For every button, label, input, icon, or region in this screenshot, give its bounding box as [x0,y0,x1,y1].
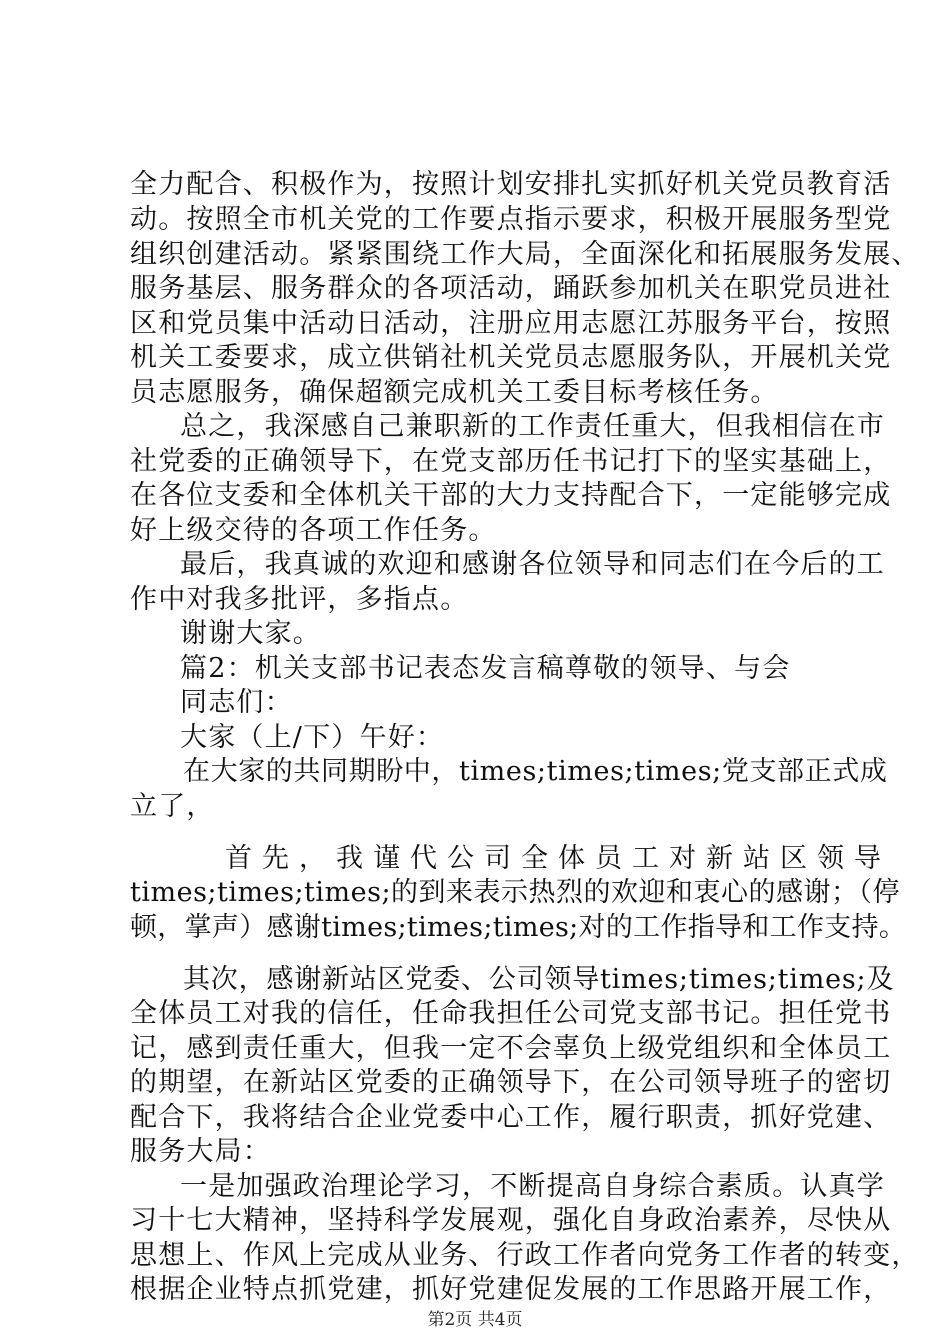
text-line: 全体员工对我的信任，任命我担任公司党支部书记。担任党书 [130,998,892,1029]
text-line: 记，感到责任重大，但我一定不会辜负上级党组织和全体员工 [130,1033,892,1064]
page-footer: 第2页 共4页 [427,1310,523,1330]
text-line: 一是加强政治理论学习，不断提高自身综合素质。认真学 [180,1171,885,1202]
text-line: 机关工委要求，成立供销社机关党员志愿服务队，开展机关党 [130,342,892,373]
text-line: 动。按照全市机关党的工作要点指示要求，积极开展服务型党 [130,204,892,235]
text-line: 全力配合、积极作为，按照计划安排扎实抓好机关党员教育活 [130,169,892,200]
text-line: 首先，我谨代公司全体员工对新站区领导 [225,843,891,874]
text-line: 同志们： [180,687,293,718]
text-line: 习十七大精神，坚持科学发展观，强化自身政治素养，尽快从 [130,1205,892,1236]
text-line: 组织创建活动。紧紧围绕工作大局，全面深化和拓展服务发展、 [130,239,920,270]
text-line: 思想上、作风上完成从业务、行政工作者向党务工作者的转变， [130,1240,920,1271]
text-line: 最后，我真诚的欢迎和感谢各位领导和同志们在今后的工 [180,549,885,580]
text-line: 的期望，在新站区党委的正确领导下，在公司领导班子的密切 [130,1067,892,1098]
text-line: 配合下，我将结合企业党委中心工作，履行职责，抓好党建、 [130,1102,892,1133]
text-line: 作中对我多批评，多指点。 [130,584,469,615]
text-line: 大家（上/下）午好： [180,722,445,753]
text-line: 区和党员集中活动日活动，注册应用志愿江苏服务平台，按照 [130,308,892,339]
text-line: times;times;times;的到来表示热烈的欢迎和衷心的感谢；（停 [130,877,901,908]
text-line: 服务基层、服务群众的各项活动，踊跃参加机关在职党员进社 [130,273,892,304]
text-line: 好上级交待的各项工作任务。 [130,515,497,546]
text-line: 员志愿服务，确保超额完成机关工委目标考核任务。 [130,377,779,408]
text-line: 在大家的共同期盼中，times;times;times;党支部正式成 [183,756,888,787]
text-line: 社党委的正确领导下，在党支部历任书记打下的坚实基础上， [130,446,892,477]
text-line: 谢谢大家。 [180,618,321,649]
text-line: 其次，感谢新站区党委、公司领导times;times;times;及 [183,964,895,995]
text-line: 总之，我深感自己兼职新的工作责任重大，但我相信在市 [180,411,885,442]
text-line: 立了， [130,791,215,822]
text-line: 在各位支委和全体机关干部的大力支持配合下，一定能够完成 [130,480,892,511]
text-line: 服务大局： [130,1136,271,1167]
text-line: 篇2：机关支部书记表态发言稿尊敬的领导、与会 [180,653,791,684]
text-line: 顿，掌声）感谢times;times;times;对的工作指导和工作支持。 [130,912,907,943]
text-line: 根据企业特点抓党建，抓好党建促发展的工作思路开展工作， [130,1274,892,1305]
